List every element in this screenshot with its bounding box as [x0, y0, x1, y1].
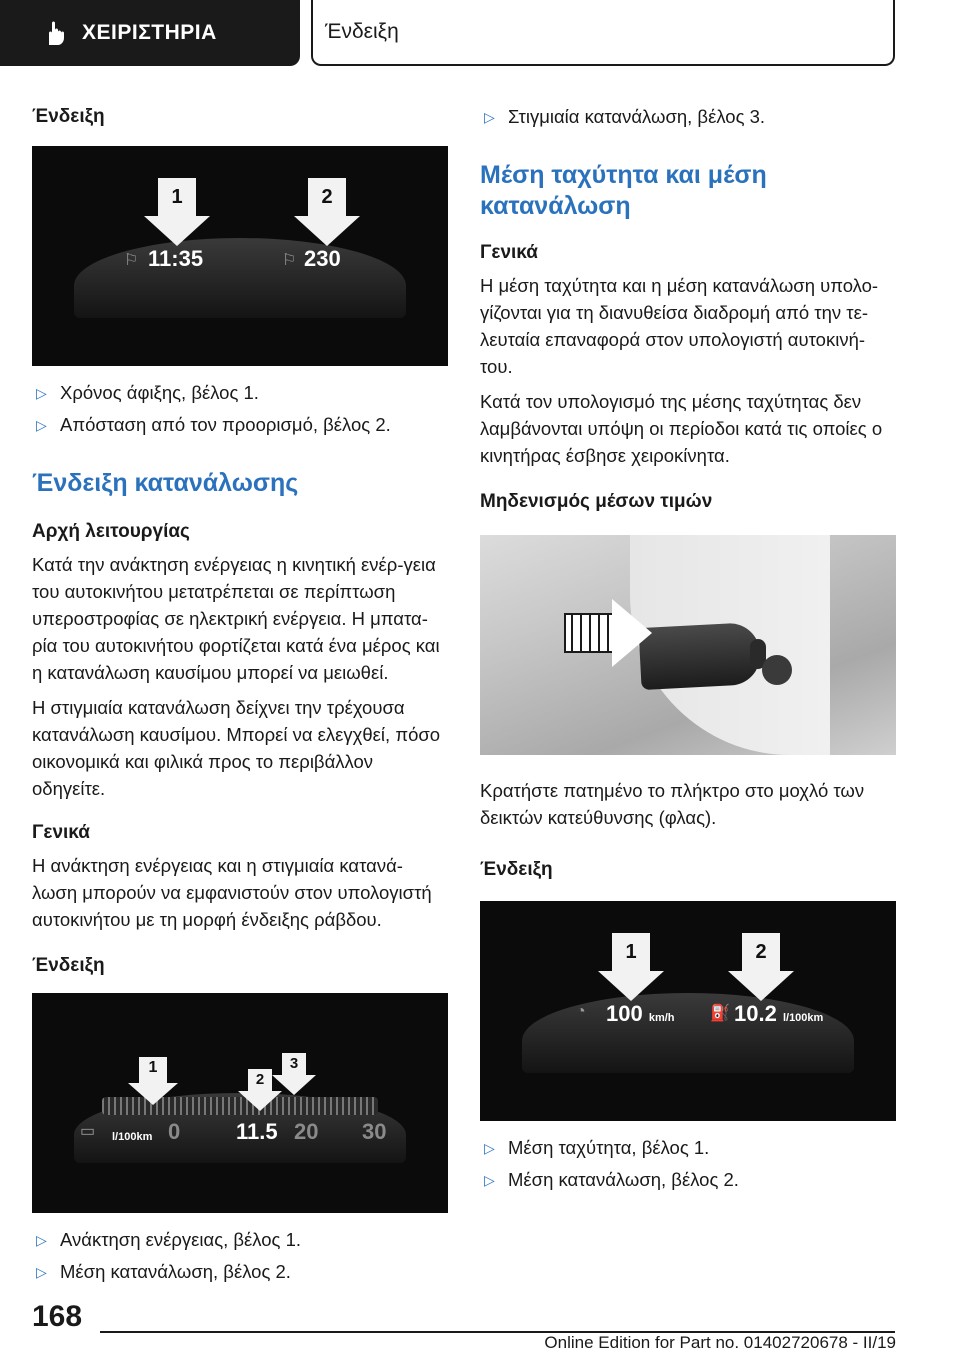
lever [638, 622, 761, 690]
triangle-bullet-icon: ▷ [36, 1232, 47, 1248]
fuel-icon: ⛽ [710, 1005, 730, 1022]
triangle-bullet-icon: ▷ [484, 1172, 495, 1188]
triangle-bullet-icon: ▷ [484, 1140, 495, 1156]
average-value: 11.5 [236, 1119, 278, 1144]
triangle-bullet-icon: ▷ [36, 417, 47, 433]
scale-value: 20 [294, 1119, 319, 1144]
list-item: ▷ Απόσταση από τον προορισμό, βέλος 2. [32, 412, 448, 438]
flag-icon: ⚐ [282, 252, 297, 269]
section-title: Ένδειξη [325, 20, 399, 43]
arrow-icon: 2 [238, 1069, 282, 1111]
subheading: Γενικά [32, 822, 90, 843]
arrow-icon [564, 613, 614, 653]
average-consumption-readout: 10.2 l/100km [734, 1001, 824, 1026]
triangle-bullet-icon: ▷ [484, 109, 495, 125]
display-label-3: Ένδειξη [480, 859, 553, 880]
paragraph: Κατά την ανάκτηση ενέργειας η κινητική ενέρ-γεια του αυτοκινήτου μετατρέπεται σε περίπτωση υπεροστροφίας σε ηλεκτρική ενέργεια. Η μπατα-ρία του αυτοκινήτου φορτίζεται κατά ένα μέρος και η κατανάλωση καυσίμου μπορεί να μειωθεί. [32, 554, 440, 683]
arrow-icon: 1 [598, 933, 664, 1003]
section-tab [311, 0, 895, 66]
flag-icon: ⚐ [124, 252, 139, 269]
average-speed-readout: 100 km/h [606, 1001, 675, 1026]
triangle-bullet-icon: ▷ [36, 385, 47, 401]
list-item: ▷ Χρόνος άφιξης, βέλος 1. [32, 380, 448, 406]
triangle-bullet-icon: ▷ [36, 1264, 47, 1280]
left-column [32, 100, 448, 1285]
paragraph: Η μέση ταχύτητα και η μέση κατανάλωση υπολο-γίζονται για τη διανυθείσα διαδρομή από την τε-λευταία επαναφορά στον υπολογιστή αυτοκινή-του. [480, 275, 879, 377]
edition-text: Online Edition for Part no. 01402720678 - II/19 [544, 1333, 896, 1352]
arrival-display-image [32, 146, 448, 366]
arrow-icon: 1 [144, 178, 210, 248]
list-item: ▷ Μέση κατανάλωση, βέλος 2. [480, 1167, 896, 1193]
paragraph: Κρατήστε πατημένο το πλήκτρο στο μοχλό των δεικτών κατεύθυνσης (φλας). [480, 780, 865, 828]
average-display-image [480, 901, 896, 1121]
speedometer-icon: ◔ [576, 1003, 586, 1020]
arrow-icon: 3 [272, 1053, 316, 1095]
turn-signal-lever-image [480, 535, 896, 755]
display-label-2: Ένδειξη [32, 955, 105, 976]
consumption-bar-image [32, 993, 448, 1213]
list-item: ▷ Μέση ταχύτητα, βέλος 1. [480, 1135, 896, 1161]
subheading: Αρχή λειτουργίας [32, 521, 190, 542]
scale-value: 30 [362, 1119, 387, 1144]
chapter-tab [0, 0, 300, 66]
arrow-icon: 2 [728, 933, 794, 1003]
arrow-icon: 1 [128, 1057, 178, 1105]
distance-readout: 230 [304, 246, 341, 271]
paragraph: Η στιγμιαία κατανάλωση δείχνει την τρέχουσα κατανάλωση καυσίμου. Μπορεί να ελεγχθεί, πόσο οικονομικά και φιλικά προς το περιβάλλον οδηγείτε. [32, 697, 441, 799]
unit-label: l/100km [112, 1131, 153, 1143]
list-item: ▷ Μέση κατανάλωση, βέλος 2. [32, 1259, 448, 1285]
subheading: Μηδενισμός μέσων τιμών [480, 491, 713, 512]
page-header [0, 0, 960, 66]
arrow-icon: 2 [294, 178, 360, 248]
display-label-1: Ένδειξη [32, 106, 105, 127]
paragraph: Η ανάκτηση ενέργειας και η στιγμιαία κατανά-λωση μπορούν να εμφανιστούν στον υπολογιστή αυτοκινήτου με τη μορφή ένδειξης ράβδου. [32, 855, 432, 930]
arrival-time-readout: 11:35 [148, 246, 204, 271]
subheading: Γενικά [480, 242, 538, 263]
list-item: ▷ Στιγμιαία κατανάλωση, βέλος 3. [480, 104, 896, 130]
section-heading: Ένδειξη κατανάλωσης [32, 469, 299, 497]
section-heading: Μέση ταχύτητα και μέση κατανάλωση [480, 161, 767, 220]
battery-icon: ▭ [80, 1123, 96, 1140]
paragraph: Κατά τον υπολογισμό της μέσης ταχύτητας δεν λαμβάνονται υπόψη οι περίοδοι κατά τις οποίες ο κινητήρας έσβησε χειροκίνητα. [480, 391, 883, 466]
scale-value: 0 [168, 1119, 181, 1144]
page-number: 168 [32, 1300, 83, 1333]
chapter-title: ΧΕΙΡΙΣΤΗΡΙΑ [82, 21, 217, 44]
right-column [480, 100, 896, 1193]
hand-icon [40, 19, 68, 47]
list-item: ▷ Ανάκτηση ενέργειας, βέλος 1. [32, 1227, 448, 1253]
